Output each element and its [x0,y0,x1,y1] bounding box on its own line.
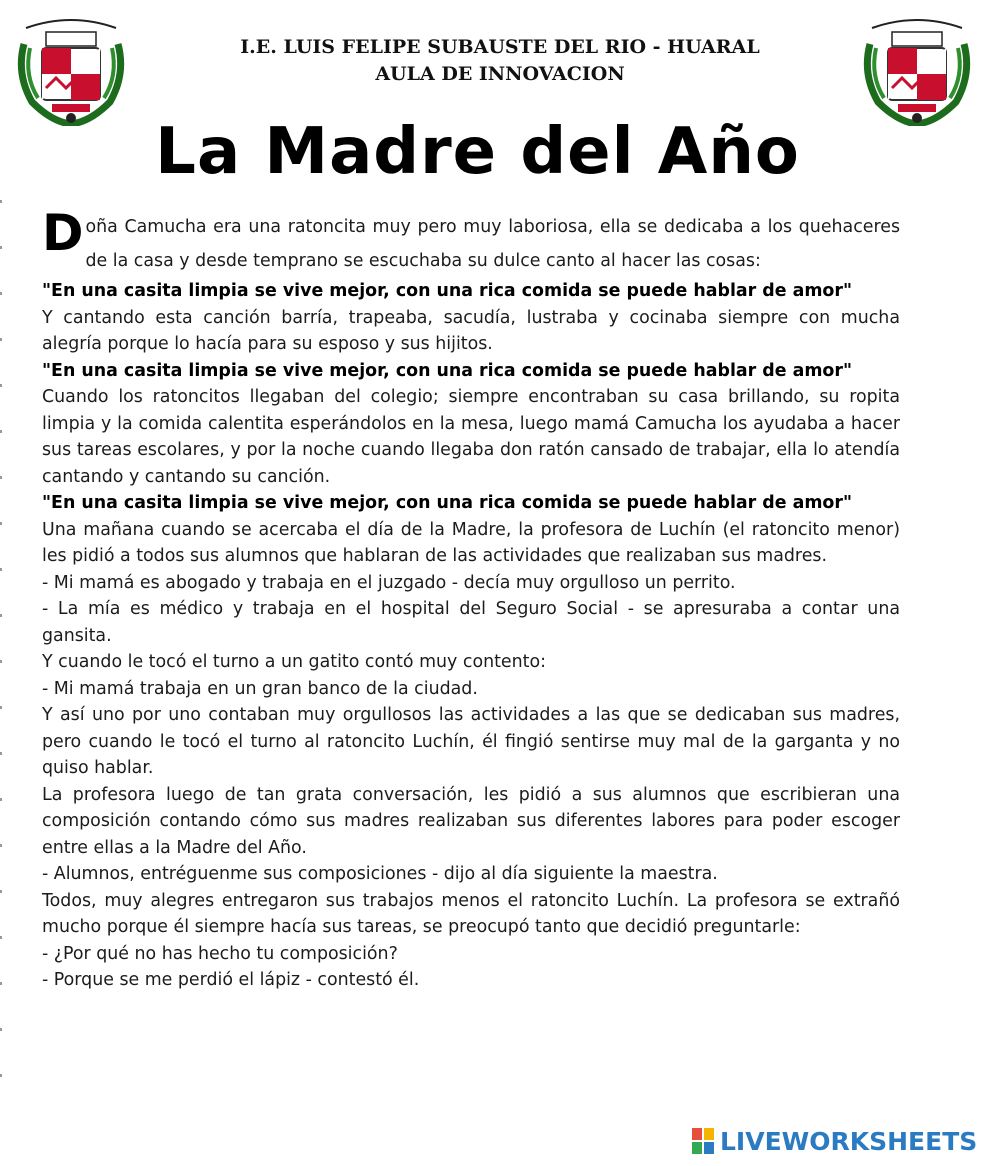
paragraph-text: Y cuando le tocó el turno a un gatito contó muy contento: [42,652,546,672]
liveworksheets-logo[interactable] [692,1124,977,1158]
paragraph-text: Y cantando esta canción barría, trapeaba, sacudía, lustraba y cocinaba siempre con mucha alegría porque lo hacía para su esposo y sus hijitos. [42,307,900,354]
paragraph-text: "En una casita limpia se vive mejor, con una rica comida se puede hablar de amor" [42,493,853,513]
paragraph-text: Una mañana cuando se acercaba el día de la Madre, la profesora de Luchín (el ratoncito menor) les pidió a todos sus alumnos que hablaran de las actividades que realizaban sus madres. [42,519,900,566]
story-paragraph [42,596,900,649]
paragraph-text: - Mi mamá trabaja en un gran banco de la ciudad. [42,678,478,699]
story-paragraph [42,861,900,888]
chorus-paragraph [42,490,900,517]
chorus-paragraph [42,278,900,305]
story-paragraph [42,888,900,941]
story-body [42,204,900,994]
paragraph-text: "En una casita limpia se vive mejor, con una rica comida se puede hablar de amor" [42,360,853,381]
story-paragraph [42,676,900,703]
paragraph-text: Y así uno por uno contaban muy orgullosos las actividades a las que se dedicaban sus madres, pero cuando le tocó el turno al ratoncito Luchín, él fingió sentirse muy mal de la garganta y no quiso hablar. [42,705,900,778]
story-paragraph [42,384,900,490]
paragraph-text: oña Camucha era una ratoncita muy pero muy laboriosa, ella se dedicaba a los quehaceres de la casa y desde temprano se escuchaba su dulce canto al hacer las cosas: [85,217,900,271]
paragraph-text: - Alumnos, entréguenme sus composiciones - dijo al día siguiente la maestra. [42,864,718,884]
story-paragraph [42,204,900,278]
story-paragraph [42,941,900,968]
department-name: AULA DE INNOVACION [375,63,625,85]
paragraph-text: - ¿Por qué no has hecho tu composición? [42,943,398,964]
document-header [150,34,850,88]
liveworksheets-logo-icon [692,1128,714,1154]
paragraph-text: - Porque se me perdió el lápiz - contestó él. [42,970,420,990]
story-paragraph [42,967,900,994]
paragraph-text: - La mía es médico y trabaja en el hospital del Seguro Social - se apresuraba a contar una gansita. [42,599,900,646]
story-paragraph [42,305,900,358]
page-title: La Madre del Año [155,115,800,189]
story-paragraph [42,570,900,597]
page-edge-marks [0,200,2,1100]
story-paragraph [42,517,900,570]
paragraph-text: La profesora luego de tan grata conversación, les pidió a sus alumnos que escribieran una composición contando cómo sus madres realizaban sus diferentes labores para poder escoger entre ellas a la Madre del Año. [42,784,900,858]
brand-name: LIVEWORKSHEETS [720,1126,978,1156]
story-paragraph [42,649,900,676]
paragraph-text: Todos, muy alegres entregaron sus trabajos menos el ratoncito Luchín. La profesora se extrañó mucho porque él siempre hacía sus tareas, se preocupó tanto que decidió preguntarle: [42,890,900,937]
story-paragraph [42,702,900,782]
story-paragraph [42,782,900,862]
paragraph-text: - Mi mamá es abogado y trabaja en el juzgado - decía muy orgulloso un perrito. [42,572,736,593]
paragraph-text: Cuando los ratoncitos llegaban del colegio; siempre encontraban su casa brillando, su ropita limpia y la comida calentita esperándolos en la mesa, luego mamá Camucha los ayudaba a hacer sus tareas escolares, y por la noche cuando llegaba don ratón cansado de trabajar, ella lo atendía cantando y cantando su canción. [42,387,900,487]
paragraph-text: "En una casita limpia se vive mejor, con una rica comida se puede hablar de amor" [42,281,853,301]
drop-cap: D [42,204,84,262]
chorus-paragraph [42,358,900,385]
school-name: I.E. LUIS FELIPE SUBAUSTE DEL RIO - HUARAL [240,36,760,58]
